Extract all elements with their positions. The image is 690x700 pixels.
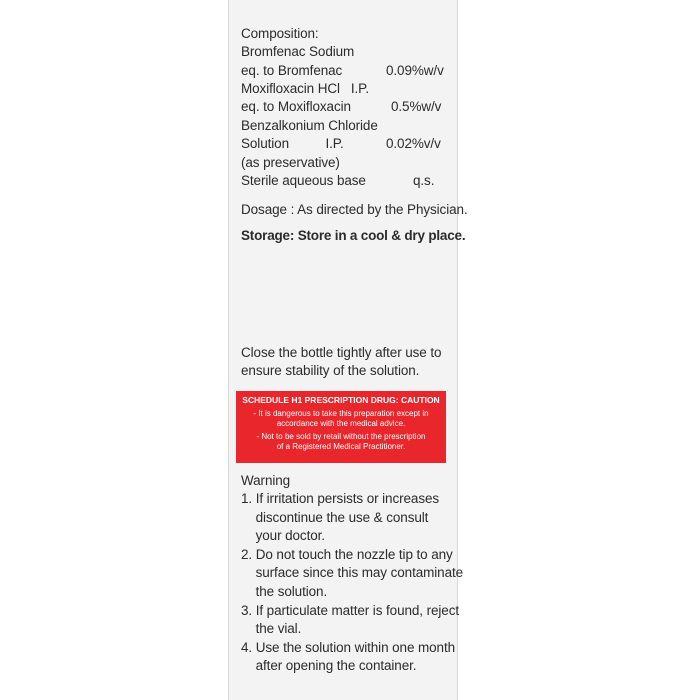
composition-heading: Composition: [241, 26, 319, 41]
warning-line: 4. Use the solution within one month [241, 640, 456, 655]
warning-line: your doctor. [241, 528, 325, 543]
close-note-line: ensure stability of the solution. [241, 363, 420, 378]
close-note-line: Close the bottle tightly after use to [241, 345, 442, 360]
composition-value: 0.5%w/v [391, 99, 442, 114]
composition-line: Moxifloxacin HCl I.P. [241, 81, 369, 96]
caution-line: - It is dangerous to take this preparation except in [253, 408, 429, 418]
composition-line: Solution I.P. [241, 136, 344, 151]
warning-line: surface since this may contaminate [241, 565, 464, 580]
caution-box [236, 391, 446, 463]
warning-line: after opening the container. [241, 658, 417, 673]
warning-line: discontinue the use & consult [241, 510, 429, 525]
composition-value: 0.02%v/v [386, 136, 441, 151]
composition-line: eq. to Bromfenac [241, 63, 343, 78]
composition-line: (as preservative) [241, 155, 340, 170]
caution-line: of a Registered Medical Practitioner. [276, 442, 406, 451]
caution-line: - Not to be sold by retail without the prescription [256, 431, 426, 441]
dosage-text: Dosage : As directed by the Physician. [241, 202, 468, 217]
warning-line: 3. If particulate matter is found, reject [241, 603, 460, 618]
composition-value: 0.09%w/v [386, 63, 444, 78]
warning-line: 2. Do not touch the nozzle tip to any [241, 547, 453, 562]
warning-line: 1. If irritation persists or increases [241, 491, 440, 506]
composition-line: Bromfenac Sodium [241, 44, 355, 59]
warning-heading: Warning [241, 473, 291, 488]
warning-line: the vial. [241, 621, 302, 636]
warning-line: the solution. [241, 584, 328, 599]
caution-line: accordance with the medical advice. [276, 419, 406, 428]
composition-line: Sterile aqueous base [241, 173, 366, 188]
composition-value: q.s. [413, 173, 435, 188]
caution-title: SCHEDULE H1 PRESCRIPTION DRUG: CAUTION [242, 395, 440, 405]
storage-text: Storage: Store in a cool & dry place. [241, 228, 466, 243]
composition-line: Benzalkonium Chloride [241, 118, 378, 133]
composition-line: eq. to Moxifloxacin [241, 99, 351, 114]
